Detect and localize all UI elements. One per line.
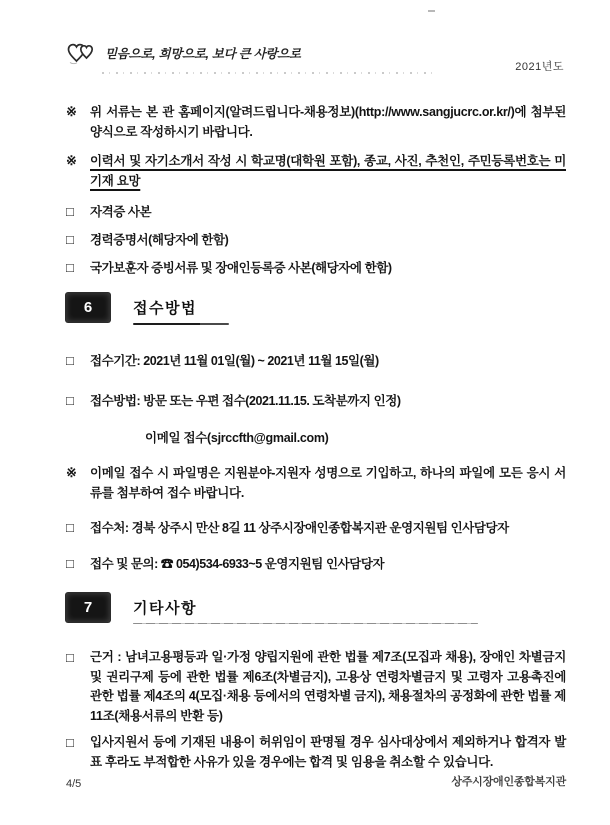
application-period-text: 접수기간: 2021년 11월 01일(월) ~ 2021년 11월 15일(월)	[90, 354, 379, 368]
checklist-item-text: 경력증명서(해당자에 한함)	[90, 233, 229, 247]
checklist-item	[66, 260, 566, 276]
submission-address-text: 접수처: 경북 상주시 만산 8길 11 상주시장애인종합복지관 운영지원팀 인사담당자	[90, 521, 509, 535]
legal-basis-row	[66, 648, 566, 726]
section-title: 접수방법	[133, 300, 197, 317]
section-number-badge: 7	[66, 593, 110, 622]
section-6-header	[66, 293, 566, 325]
checklist-item-text: 국가보훈자 증빙서류 및 장애인등록증 사본(해당자에 한함)	[90, 261, 392, 275]
reference-mark: ※	[66, 153, 77, 168]
note-form-download	[66, 102, 566, 142]
document-checklist	[66, 204, 566, 276]
email-filename-note-text: 이메일 접수 시 파일명은 지원분야-지원자 성명으로 기입하고, 하나의 파일에 모든 응시 서류를 첨부하여 접수 바랍니다.	[90, 466, 566, 500]
checklist-item	[66, 204, 566, 220]
page-number: 4/5	[66, 778, 82, 790]
note-resume-restrictions	[66, 151, 566, 191]
note-text-underlined: 이력서 및 자기소개서 작성 시 학교명(대학원 포함), 종교, 사진, 추천인, 주민등록번호는 미기재 요망	[90, 154, 566, 188]
checkbox-icon: □	[66, 650, 74, 665]
checkbox-icon: □	[66, 232, 74, 247]
application-method-text: 접수방법: 방문 또는 우편 접수(2021.11.15. 도착분까지 인정)	[90, 394, 401, 408]
checkbox-icon: □	[66, 204, 74, 219]
section-7-header	[66, 593, 566, 624]
checkbox-icon: □	[66, 393, 74, 408]
faint-subtext-artifact	[102, 72, 432, 74]
footer-organization-name: 상주시장애인종합복지관	[451, 776, 566, 788]
email-submission-text: 이메일 접수(sjrccfth@gmail.com)	[145, 431, 329, 445]
reference-mark: ※	[66, 465, 77, 480]
checklist-item-text: 자격증 사본	[90, 205, 152, 219]
contact-phone-row	[66, 556, 566, 572]
application-period-row	[66, 353, 566, 369]
organization-slogan: 믿음으로, 희망으로, 보다 큰 사랑으로	[105, 47, 301, 61]
double-hearts-logo-icon	[66, 40, 98, 66]
false-statement-text: 입사지원서 등에 기재된 내용이 허위임이 판명될 경우 심사대상에서 제외하거나 합격자 발표 후라도 부적합한 사유가 있을 경우에는 합격 및 임용을 취소할 수 있습니다.	[90, 735, 566, 769]
checklist-item	[66, 232, 566, 248]
checkbox-icon: □	[66, 735, 74, 750]
section-number-badge: 6	[66, 293, 110, 322]
submission-address-row	[66, 520, 566, 536]
reference-mark: ※	[66, 104, 77, 119]
contact-phone-text: 접수 및 문의: ☎ 054)534-6933~5 운영지원팀 인사담당자	[90, 557, 385, 571]
legal-basis-text: 근거 : 남녀고용평등과 일·가정 양립지원에 관한 법률 제7조(모집과 채용), 장애인 차별금지 및 권리구제 등에 관한 법률 제6조(차별금지), 고용상 연령차별금지 및 고령자 고용촉진에 관한 법률 제4조의 4(모집·채용 등에서의 연령차별 금지), 채용절차의 공정화에 관한 법률 제11조(채용서류의 반환 등)	[90, 650, 566, 723]
application-method-row	[66, 393, 566, 409]
note-text: 위 서류는 본 관 홈페이지(알려드립니다-채용정보)(http://www.sangjucrc.or.kr/)에 첨부된 양식으로 작성하시기 바랍니다.	[90, 105, 566, 139]
title-underline	[133, 323, 229, 325]
checkbox-icon: □	[66, 353, 74, 368]
checkbox-icon: □	[66, 260, 74, 275]
checkbox-icon: □	[66, 556, 74, 571]
false-statement-row	[66, 733, 566, 772]
year-label: 2021년도	[515, 61, 564, 73]
checkbox-icon: □	[66, 520, 74, 535]
title-underline	[133, 623, 478, 624]
page-header	[66, 40, 566, 74]
section-title: 기타사항	[133, 600, 197, 617]
email-filename-note	[66, 463, 566, 503]
